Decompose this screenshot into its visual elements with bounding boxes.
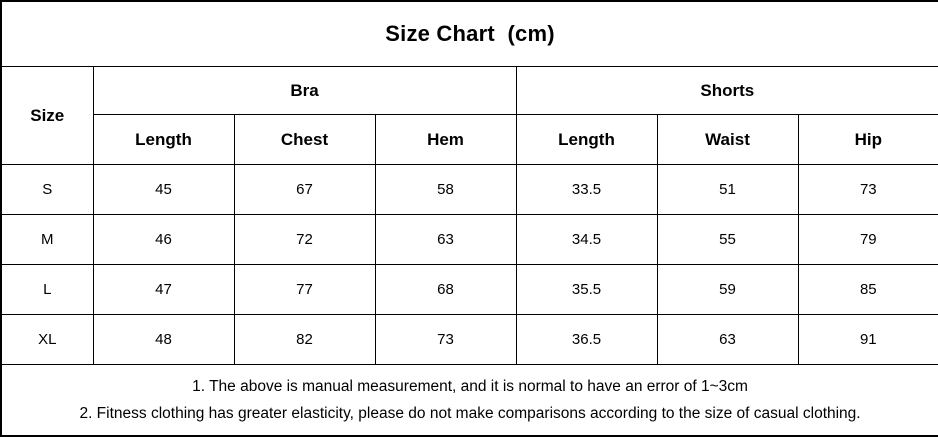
column-header-shorts-length: Length <box>516 115 657 165</box>
cell-value: 46 <box>93 215 234 265</box>
table-row-l <box>1 265 938 315</box>
cell-value: 59 <box>657 265 798 315</box>
notes-row <box>1 365 938 437</box>
column-header-size: Size <box>1 67 93 165</box>
cell-value: 72 <box>234 215 375 265</box>
size-label: M <box>1 215 93 265</box>
notes <box>1 365 938 437</box>
sub-header-row <box>1 115 938 165</box>
cell-value: 79 <box>798 215 938 265</box>
group-header-shorts: Shorts <box>516 67 938 115</box>
column-header-bra-chest: Chest <box>234 115 375 165</box>
page-title: Size Chart (cm) <box>1 1 938 67</box>
table-row-xl <box>1 315 938 365</box>
cell-value: 85 <box>798 265 938 315</box>
cell-value: 35.5 <box>516 265 657 315</box>
size-label: L <box>1 265 93 315</box>
group-header-bra: Bra <box>93 67 516 115</box>
size-label: S <box>1 165 93 215</box>
cell-value: 82 <box>234 315 375 365</box>
note-line-2: 2. Fitness clothing has greater elasticity, please do not make comparisons according to the size of casual clothing. <box>79 405 861 422</box>
cell-value: 73 <box>798 165 938 215</box>
cell-value: 47 <box>93 265 234 315</box>
column-header-shorts-waist: Waist <box>657 115 798 165</box>
cell-value: 55 <box>657 215 798 265</box>
cell-value: 67 <box>234 165 375 215</box>
note-line-1: 1. The above is manual measurement, and it is normal to have an error of 1~3cm <box>192 378 748 395</box>
cell-value: 36.5 <box>516 315 657 365</box>
table-row-s <box>1 165 938 215</box>
cell-value: 51 <box>657 165 798 215</box>
table-row-m <box>1 215 938 265</box>
cell-value: 45 <box>93 165 234 215</box>
cell-value: 73 <box>375 315 516 365</box>
cell-value: 33.5 <box>516 165 657 215</box>
cell-value: 48 <box>93 315 234 365</box>
cell-value: 34.5 <box>516 215 657 265</box>
cell-value: 91 <box>798 315 938 365</box>
size-label: XL <box>1 315 93 365</box>
column-header-bra-hem: Hem <box>375 115 516 165</box>
cell-value: 63 <box>375 215 516 265</box>
cell-value: 77 <box>234 265 375 315</box>
cell-value: 58 <box>375 165 516 215</box>
cell-value: 63 <box>657 315 798 365</box>
column-header-shorts-hip: Hip <box>798 115 938 165</box>
cell-value: 68 <box>375 265 516 315</box>
title-row <box>1 1 938 67</box>
group-header-row <box>1 67 938 115</box>
column-header-bra-length: Length <box>93 115 234 165</box>
